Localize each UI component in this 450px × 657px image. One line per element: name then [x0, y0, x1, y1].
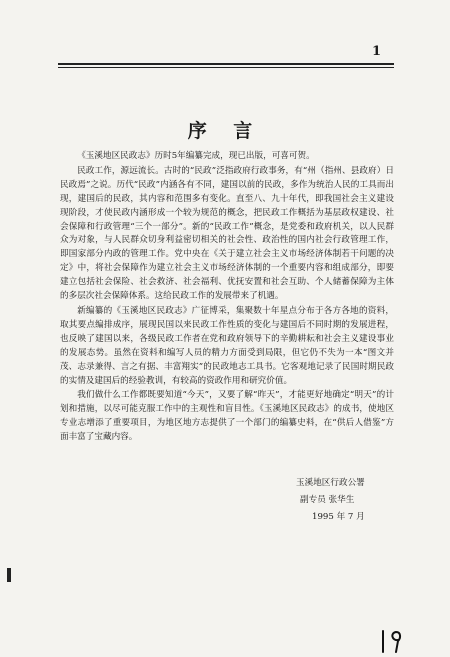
signature-person: 副专员 张华生: [300, 495, 355, 505]
signature-block: [296, 475, 416, 526]
paragraph-3: 新编纂的《玉溪地区民政志》广征博采，集聚数十年星点分布于各方各地的资料，取其要点编排成序，展现民国以来民政工作性质的变化与建国后不同时期的发展进程，也反映了建国以来，各级民政工作者在党和政府领导下的辛勤耕耘和社会主义建设事业的发展态势。虽然在资料和编写人员的精力方面受到局限，但它仍不失为一本“图文并茂、志录兼得、言之有据、丰富翔实”的民政地志工具书。它客观地记录了民国时期民政的实情及建国后的经验教训，有较高的资政作用和研究价值。: [60, 305, 394, 386]
preface-body: [60, 150, 394, 446]
signature-org: 玉溪地区行政公署: [296, 478, 365, 488]
paragraph-1: 《玉溪地区民政志》历时5年编纂完成，现已出版，可喜可贺。: [77, 151, 315, 161]
paragraph-2: 民政工作，源远流长。古时的“民政”泛指政府行政事务，有“州（指州、县政府）日民政焉”之说。历代“民政”内涵各有不同，建国以前的民政，多作为统治人民的工具而出现，建国后的民政，其内容和范围多有变化。直至八、九十年代，即我国社会主义建设现阶段，才使民政内涵形成一个较为规范的概念，把民政工作概括为基层政权建设、社会保障和行政管理“三个一部分”。新的“民政工作”概念，是党委和政府机关，以人民群众为对象，与人民群众切身利益密切相关的社会性、政治性的国内社会行政管理工作，即国家部分内政的管理工作。党中央在《关于建立社会主义市场经济体制若干问题的决定》中，将社会保障作为建立社会主义市场经济体制的一个重要内容和组成部分，即要建立包括社会保险、社会救济、社会福利、优抚安置和社会互助、个人储蓄保障为主体的多层次社会保障体系。这给民政工作的发展带来了机遇。: [60, 165, 394, 302]
page-title: 序 言: [187, 120, 263, 142]
page-number: 1: [372, 44, 382, 59]
margin-mark: [7, 568, 11, 582]
handwritten-page-number: [379, 628, 405, 654]
header-rule: [58, 63, 394, 65]
header-rule-thin: [58, 67, 394, 68]
signature-date: 1995 年 7 月: [312, 512, 365, 522]
paragraph-4: 我们做什么工作都既要知道“今天”，又要了解“昨天”，才能更好地确定“明天”的计划和措施，以尽可能克服工作中的主观性和盲目性。《玉溪地区民政志》的成书，使地区专业志增添了重要项目，为地区地方志提供了一个部门的编纂史料，在“供后人借鉴”方面丰富了宝藏内容。: [60, 390, 394, 443]
